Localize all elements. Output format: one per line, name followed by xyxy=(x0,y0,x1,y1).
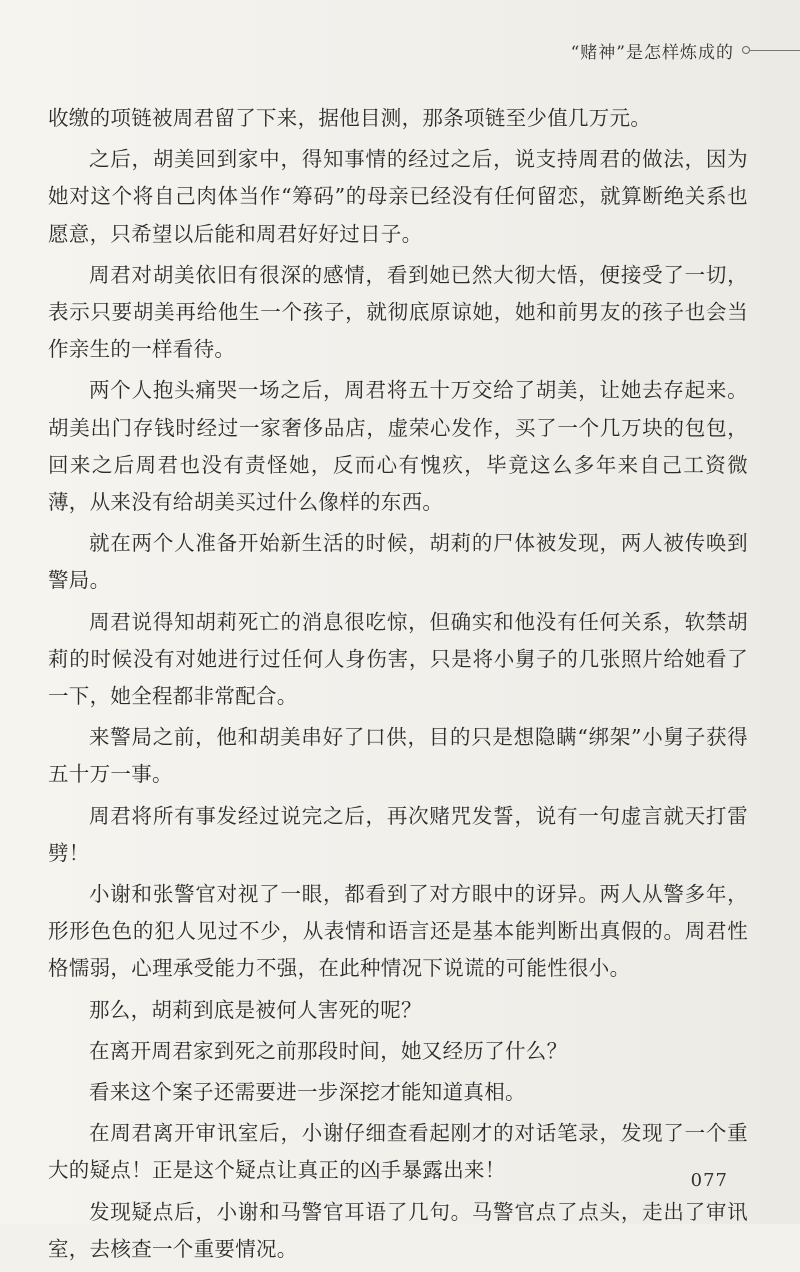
header-circle-ornament xyxy=(742,46,750,54)
paragraph: 那么，胡莉到底是被何人害死的呢？ xyxy=(89,997,422,1022)
paragraph: 在周君离开审讯室后，小谢仔细查看起刚才的对话笔录，发现了一个重大的疑点！正是这个疑点让真正的凶手暴露出来！ xyxy=(48,1121,748,1183)
paragraph: 两个人抱头痛哭一场之后，周君将五十万交给了胡美，让她去存起来。胡美出门存钱时经过一家奢侈品店，虚荣心发作，买了一个几万块的包包，回来之后周君也没有责怪她，反而心有愧疚，毕竟这么多年来自己工资微薄，从来没有给胡美买过什么像样的东西。 xyxy=(48,378,748,515)
paragraph-continued: 收缴的项链被周君留了下来，据他目测，那条项链至少值几万元。 xyxy=(48,106,652,130)
body-text xyxy=(48,100,748,1272)
paragraph: 发现疑点后，小谢和马警官耳语了几句。马警官点了点头，走出了审讯室，去核查一个重要情况。 xyxy=(48,1199,748,1261)
running-header xyxy=(400,36,800,66)
paragraph: 小谢和张警官对视了一眼，都看到了对方眼中的讶异。两人从警多年，形形色色的犯人见过不少，从表情和语言还是基本能判断出真假的。周君性格懦弱，心理承受能力不强，在此种情况下说谎的可能性很小。 xyxy=(48,882,748,981)
paragraph: 看来这个案子还需要进一步深挖才能知道真相。 xyxy=(89,1080,526,1105)
paragraph: 周君将所有事发经过说完之后，再次赌咒发誓，说有一句虚言就天打雷劈！ xyxy=(48,803,748,865)
paragraph: 就在两个人准备开始新生活的时候，胡莉的尸体被发现，两人被传唤到警局。 xyxy=(48,531,748,593)
paragraph: 之后，胡美回到家中，得知事情的经过之后，说支持周君的做法，因为她对这个将自己肉体当作“筹码”的母亲已经没有任何留恋，就算断绝关系也愿意，只希望以后能和周君好好过日子。 xyxy=(48,147,748,246)
paragraph: 周君对胡美依旧有很深的感情，看到她已然大彻大悟，便接受了一切，表示只要胡美再给他生一个孩子，就彻底原谅她，她和前男友的孩子也会当作亲生的一样看待。 xyxy=(48,262,748,362)
paragraph: 周君说得知胡莉死亡的消息很吃惊，但确实和他没有任何关系，软禁胡莉的时候没有对她进行过任何人身伤害，只是将小舅子的几张照片给她看了一下，她全程都非常配合。 xyxy=(48,609,748,709)
header-rule xyxy=(750,50,800,51)
page-number: 077 xyxy=(690,1170,728,1191)
paragraph: 在离开周君家到死之前那段时间，她又经历了什么？ xyxy=(89,1038,568,1063)
paragraph: 来警局之前，他和胡美串好了口供，目的只是想隐瞒“绑架”小舅子获得五十万一事。 xyxy=(48,725,748,787)
header-title: “赌神”是怎样炼成的 xyxy=(570,43,734,63)
